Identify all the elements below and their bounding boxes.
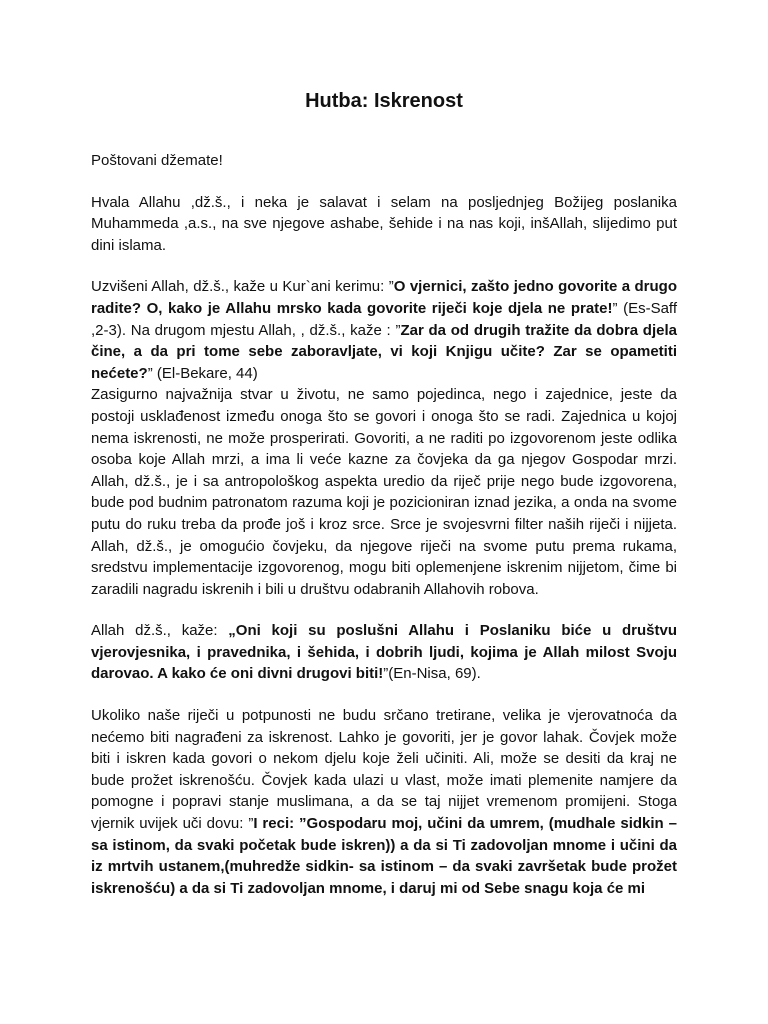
paragraph-quran-quotes <box>91 276 677 384</box>
bold-dua: I reci: ”Gospodaru moj, učini da umrem, (mudhale sidkin – sa istinom, da svaki početak bude iskren)) a da si Ti zadovoljan mnome i učini da iz mrtvih ustanem,(muhredže sidkin- sa istinom – da svaki završetak bude prožet iskrenošću) a da si Ti zadovoljan mnome, i daruj mi od Sebe snagu koja će mi <box>91 815 677 897</box>
greeting: Poštovani džemate! <box>91 152 223 169</box>
page-title: Hutba: Iskrenost <box>305 90 463 112</box>
text-span: ” (Es-Saff ,2-3). Na drugom mjestu Allah, , dž.š., kaže : ” <box>91 299 677 339</box>
paragraph-sincerity <box>91 705 677 899</box>
bold-quote: „Oni koji su poslušni Allahu i Poslaniku biće u društvu vjerovjesnika, i pravednika, i šehida, i dobrih ljudi, kojima je Allah milost Svoju darovao. A kako će oni divni drugovi biti! <box>91 622 677 683</box>
text-span: Allah dž.š., kaže: <box>91 622 229 640</box>
text-span: ”(En-Nisa, 69). <box>383 665 481 683</box>
bold-quote: O vjernici, zašto jedno govorite a drugo radite? O, kako je Allahu mrsko kada govorite riječi koje djela ne prate! <box>91 278 677 317</box>
paragraph-main: Zasigurno najvažnija stvar u životu, ne samo pojedinca, nego i zajednice, jeste da postoji usklađenost između onoga što se govori i onoga što se radi. Zajednica u kojoj nema iskrenosti, ne može prosperirati. Govoriti, a ne raditi po izgovorenom jeste odlika osoba koje Allah mrzi, a ima li veće kazne za čovjeka da ga njegov Gospodar mrzi. Allah, dž.š., je i sa antropološkog aspekta uredio da riječ prije nego bude izgovorena, bude pod budnim patronatom razuma koji je pozicioniran iznad jezika, a onda na svome putu do ruku treba da prođe još i kroz srce. Srce je svojesvrni filter naših riječi i nijjeta. Allah, dž.š., je omogućio čovjeku, da njegove riječi na svome putu prema rukama, sredstvu implementacije izgovorenog, mogu biti oplemenjene iskrenim nijjetom, čime bi zaradili nagradu iskrenih i bili u društvu odabranih Allahovih robova. <box>91 386 677 598</box>
text-span: ” (El-Bekare, 44) <box>147 364 258 382</box>
paragraph-en-nisa <box>91 620 677 685</box>
text-span: Ukoliko naše riječi u potpunosti ne budu srčano tretirane, velika je vjerovatnoća da nećemo biti nagrađeni za iskrenost. Lahko je govoriti, jer je govor lahak. Čovjek može biti i iskren kada govori o nekom djelu koje želi učiniti. Ali, može se desiti da kraj ne bude prožet iskrenošću. Čovjek kada ulazi u vlast, može imati plemenite namjere da pomogne i popravi stanje muslimana, a da se taj nijjet vremenom promijeni. Stoga vjernik uvijek uči dovu: ” <box>91 707 677 833</box>
text-span: Uzvišeni Allah, dž.š., kaže u Kur`ani kerimu: ” <box>91 278 394 296</box>
bold-quote: Zar da od drugih tražite da dobra djela čine, a da pri tome sebe zaboravljate, vi koji Knjigu učite? Zar se opametiti nećete? <box>91 321 677 382</box>
paragraph-intro: Hvala Allahu ,dž.š., i neka je salavat i selam na posljednjeg Božijeg poslanika Muhammeda ,a.s., na sve njegove ashabe, šehide i na nas koji, inšAllah, slijedimo put dini islama. <box>91 193 677 254</box>
